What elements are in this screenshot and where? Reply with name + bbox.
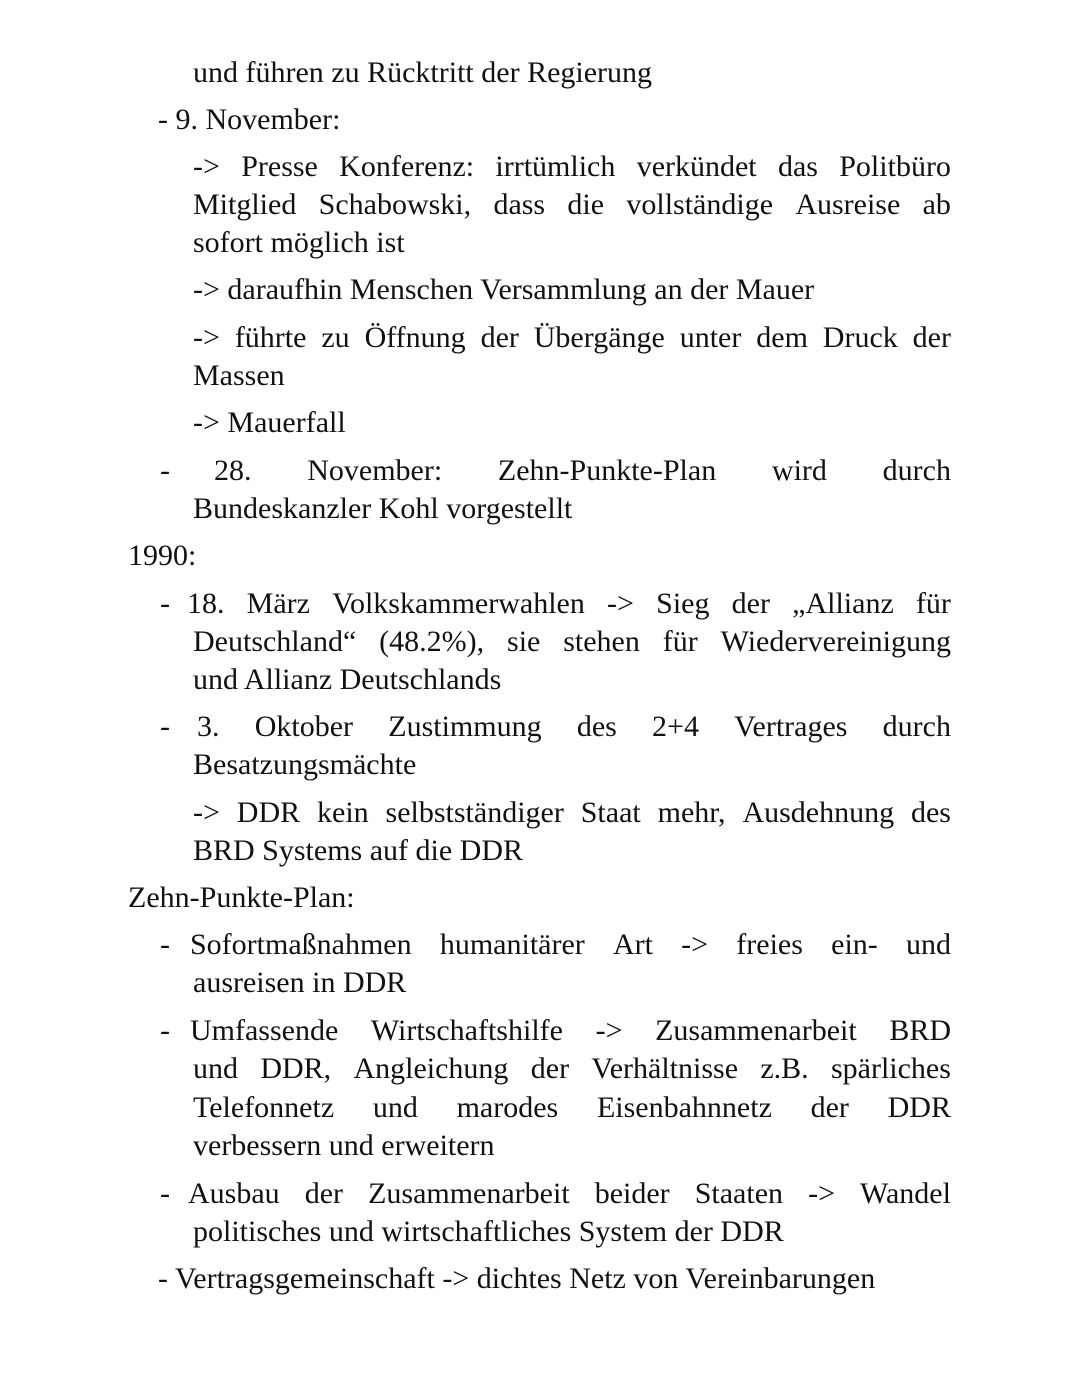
nov9-opening-line2: Massen [193,359,285,392]
plan-p1-line1 [190,926,951,964]
word: mehr, [657,796,726,829]
word: Schabowski, [318,188,472,221]
word: der [304,1177,344,1210]
word: Volkskammerwahlen [332,587,585,620]
word: Wiedervereinigung [720,625,951,658]
plan-p4-line1: - Vertragsgemeinschaft -> dichtes Netz von Vereinbarungen [158,1262,876,1295]
october-line2: Besatzungsmächte [193,748,417,781]
word: -> [595,1014,623,1047]
word: kein [317,796,369,829]
word: für [915,587,951,620]
word: Ausdehnung [742,796,895,829]
word: ab [922,188,951,221]
word: der [530,1052,570,1085]
word: Druck [822,321,898,354]
word: das [777,150,818,183]
word: der [480,321,519,354]
word: durch [882,454,951,487]
word: Sofortmaßnahmen [190,928,412,961]
word: 28. [214,454,252,487]
word: DDR [887,1091,951,1124]
word: (48.2%), [379,625,485,658]
word: DDR, [260,1052,332,1085]
word: März [246,587,310,620]
word: des [910,796,951,829]
word: der [912,321,951,354]
word: DDR [236,796,301,829]
word: spärliches [830,1052,951,1085]
word: Zusammenarbeit [655,1014,857,1047]
word: Übergänge [533,321,665,354]
march-dash: - [160,587,170,620]
nov9-gathering: -> daraufhin Menschen Versammlung an der Mauer [193,273,815,306]
word: verkündet [636,150,757,183]
word: Vertrages [734,710,848,743]
word: 2+4 [652,710,699,743]
word: Angleichung [353,1052,509,1085]
word: Eisenbahnnetz [596,1091,772,1124]
word: Ausreise [795,188,901,221]
march-line1 [187,585,951,623]
word: Verhältnisse [591,1052,739,1085]
nov9-press-line1 [193,148,951,186]
march-line3: und Allianz Deutschlands [193,663,502,696]
word: und [905,928,951,961]
nov9-press-line3: sofort möglich ist [193,226,405,259]
word: ein- [831,928,878,961]
word: führte [234,321,307,354]
nov9-press-line2 [193,186,951,224]
plan-p3-line1 [188,1175,951,1213]
word: 3. [197,710,220,743]
word: dass [493,188,546,221]
word: Staat [580,796,641,829]
word: Ausbau [188,1177,280,1210]
word: -> [193,321,220,354]
word: Zustimmung [388,710,542,743]
word: und [193,1052,238,1085]
word: Politbüro [839,150,951,183]
plan-p1-line2: ausreisen in DDR [193,966,407,999]
word: vollständige [626,188,774,221]
nov28-line2: Bundeskanzler Kohl vorgestellt [193,492,573,525]
word: unter [679,321,742,354]
word: zu [321,321,350,354]
october-line1 [197,708,951,746]
word: Zusammenarbeit [368,1177,570,1210]
word: stehen [563,625,640,658]
nov9-heading: - 9. November: [158,103,341,136]
october-sub-line2: BRD Systems auf die DDR [193,834,523,867]
intro-text: und führen zu Rücktritt der Regierung [193,56,653,89]
nov9-wallfall: -> Mauerfall [193,406,346,439]
word: z.B. [760,1052,809,1085]
word: -> [193,796,220,829]
word: Oktober [254,710,354,743]
plan-p3-line2: politisches und wirtschaftliches System der DDR [193,1215,784,1248]
word: der [731,587,770,620]
plan-p3-dash: - [160,1177,170,1210]
word: durch [882,710,951,743]
word: 18. [187,587,225,620]
word: Presse [241,150,318,183]
word: November: [307,454,443,487]
word: der [810,1091,849,1124]
word: Mitglied [193,188,297,221]
word: Wandel [860,1177,951,1210]
march-line2 [193,623,951,661]
word: -> [607,587,634,620]
word: irrtümlich [495,150,616,183]
word: Staaten [694,1177,784,1210]
word: dem [756,321,808,354]
word: Konferenz: [339,150,475,183]
word: des [576,710,617,743]
word: -> [193,150,220,183]
plan-heading: Zehn-Punkte-Plan: [128,881,355,914]
plan-p2-line1 [190,1012,951,1050]
word: Öffnung [364,321,466,354]
word: Telefonnetz [193,1091,335,1124]
nov28-line1 [214,452,951,490]
plan-p1-dash: - [160,928,170,961]
nov9-opening-line1 [193,319,951,357]
word: -> [681,928,709,961]
word: sie [507,625,541,658]
word: marodes [456,1091,559,1124]
plan-p2-line4: verbessern und erweitern [193,1129,495,1162]
year-1990-label: 1990: [128,539,197,572]
word: -> [808,1177,835,1210]
plan-p2-line2 [193,1050,951,1088]
plan-p2-line3 [193,1089,951,1127]
plan-p2-dash: - [160,1014,170,1047]
word: Art [612,928,653,961]
word: für [662,625,698,658]
word: die [567,188,605,221]
word: und [372,1091,418,1124]
word: humanitärer [439,928,585,961]
word: Deutschland“ [193,625,357,658]
nov28-dash: - [160,454,170,487]
word: BRD [889,1014,951,1047]
word: Sieg [656,587,710,620]
word: Umfassende [190,1014,339,1047]
word: Zehn-Punkte-Plan [497,454,717,487]
word: „Allianz [792,587,894,620]
october-sub-line1 [193,794,951,832]
word: selbstständiger [385,796,564,829]
october-dash: - [160,710,170,743]
word: beider [594,1177,670,1210]
word: freies [736,928,803,961]
word: Wirtschaftshilfe [370,1014,563,1047]
word: wird [771,454,827,487]
